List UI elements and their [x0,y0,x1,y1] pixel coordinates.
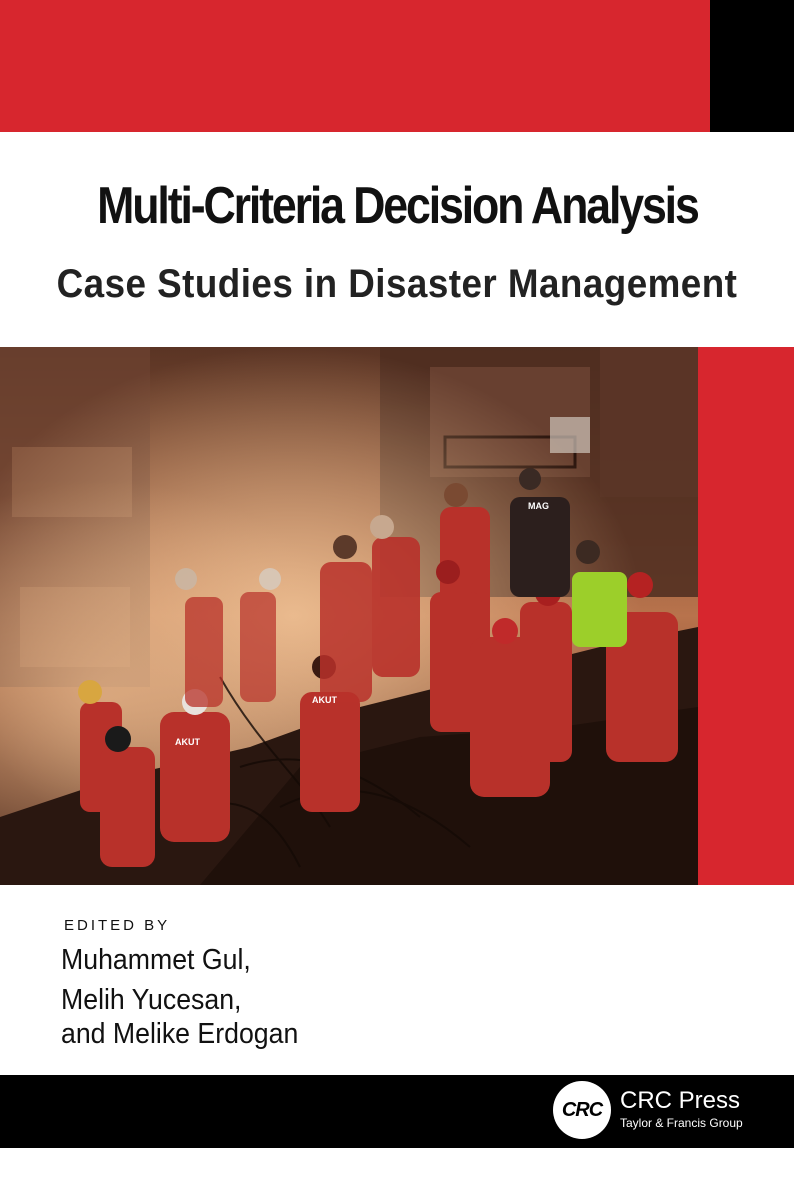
book-title: Multi-Criteria Decision Analysis [97,177,698,235]
top-black-corner [710,0,794,132]
vest-label-1: AKUT [175,737,200,747]
top-red-band [0,0,710,132]
rescue-scene-illustration [0,347,698,885]
book-subtitle: Case Studies in Disaster Management [56,262,738,306]
publisher-name: CRC Press [620,1087,741,1114]
cover-photo-rescue-workers [0,347,698,885]
editor-name-3: and Melike Erdogan [61,1018,299,1050]
editor-name-1: Muhammet Gul, [61,944,251,976]
vest-label-3: MAG [528,501,549,511]
safety-vest [572,572,627,647]
publisher-group: Taylor & Francis Group [620,1116,743,1130]
edited-by-label: EDITED BY [64,917,171,934]
crc-logo-text: CRC [561,1098,603,1121]
editor-name-2: Melih Yucesan, [61,984,242,1016]
vest-label-2: AKUT [312,695,337,705]
right-red-band [698,347,794,885]
crc-logo [553,1081,611,1139]
